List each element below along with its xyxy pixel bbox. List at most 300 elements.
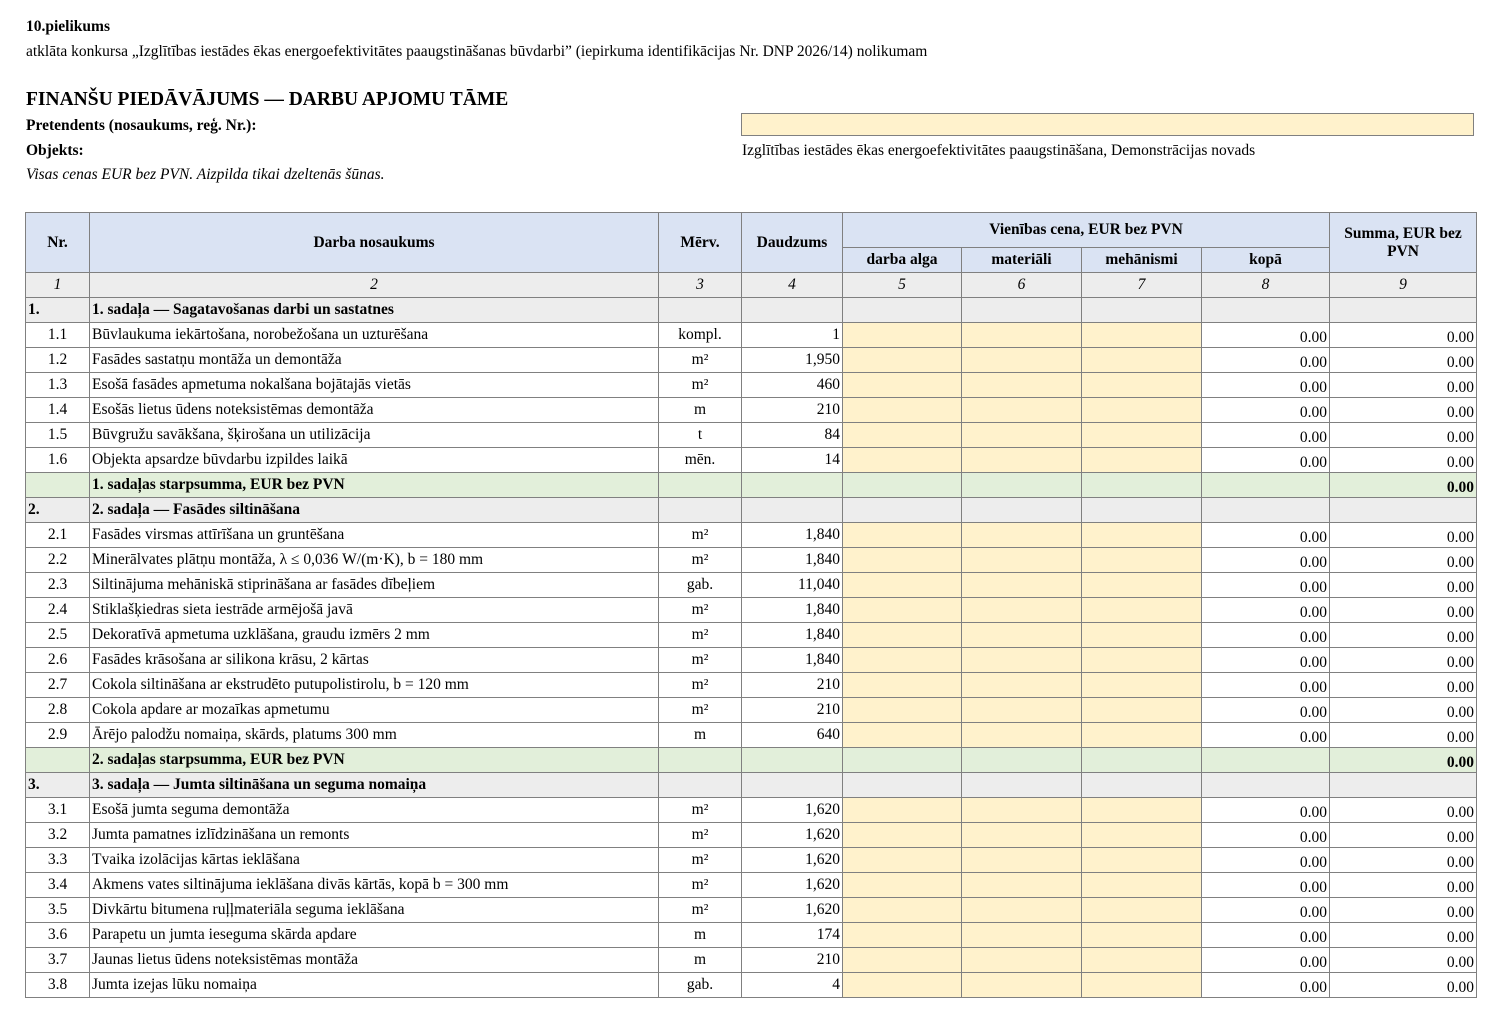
materials-price-input[interactable] <box>964 524 1079 546</box>
machinery-price-input[interactable] <box>1084 649 1199 671</box>
labor-price-input[interactable] <box>845 524 959 546</box>
item-unit: m² <box>659 648 742 673</box>
item-unit: kompl. <box>659 323 742 348</box>
item-unit: m² <box>659 523 742 548</box>
materials-price-input[interactable] <box>964 699 1079 721</box>
col-header-machinery: mehānismi <box>1082 248 1202 273</box>
empty-cell <box>962 298 1082 323</box>
table-row <box>26 923 1477 948</box>
machinery-price-cell <box>1082 798 1202 823</box>
empty-cell <box>1082 773 1202 798</box>
table-row <box>26 898 1477 923</box>
materials-price-input[interactable] <box>964 724 1079 746</box>
table-row <box>26 398 1477 423</box>
materials-price-cell <box>962 923 1082 948</box>
labor-price-input[interactable] <box>845 849 959 871</box>
labor-price-input[interactable] <box>845 974 959 996</box>
materials-price-cell <box>962 673 1082 698</box>
materials-price-input[interactable] <box>964 849 1079 871</box>
item-unit: m² <box>659 598 742 623</box>
item-sum: 0.00 <box>1330 398 1477 423</box>
machinery-price-cell <box>1082 673 1202 698</box>
materials-price-cell <box>962 698 1082 723</box>
table-row <box>26 723 1477 748</box>
labor-price-cell <box>843 873 962 898</box>
materials-price-cell <box>962 823 1082 848</box>
item-unit-total: 0.00 <box>1202 623 1330 648</box>
labor-price-input[interactable] <box>845 799 959 821</box>
col-header-unit-price: Vienības cena, EUR bez PVN <box>843 213 1330 248</box>
machinery-price-cell <box>1082 348 1202 373</box>
machinery-price-input[interactable] <box>1084 449 1199 471</box>
item-sum: 0.00 <box>1330 623 1477 648</box>
labor-price-cell <box>843 723 962 748</box>
materials-price-input[interactable] <box>964 949 1079 971</box>
empty-cell <box>1082 498 1202 523</box>
materials-price-cell <box>962 423 1082 448</box>
empty-cell <box>962 498 1082 523</box>
item-sum: 0.00 <box>1330 373 1477 398</box>
machinery-price-input[interactable] <box>1084 574 1199 596</box>
labor-price-cell <box>843 373 962 398</box>
empty-cell <box>1330 773 1477 798</box>
materials-price-cell <box>962 323 1082 348</box>
materials-price-input[interactable] <box>964 649 1079 671</box>
item-unit: m² <box>659 698 742 723</box>
materials-price-input[interactable] <box>964 824 1079 846</box>
item-unit-total: 0.00 <box>1202 898 1330 923</box>
table-row <box>26 873 1477 898</box>
col-header-materials: materiāli <box>962 248 1082 273</box>
labor-price-cell <box>843 898 962 923</box>
labor-price-input[interactable] <box>845 449 959 471</box>
item-unit: m² <box>659 823 742 848</box>
item-name: Cokola apdare ar mozaīkas apmetumu <box>90 698 659 723</box>
materials-price-input[interactable] <box>964 924 1079 946</box>
labor-price-input[interactable] <box>845 349 959 371</box>
column-number: 4 <box>742 273 843 298</box>
machinery-price-input[interactable] <box>1084 399 1199 421</box>
item-qty: 460 <box>742 373 843 398</box>
labor-price-input[interactable] <box>845 649 959 671</box>
item-unit-total: 0.00 <box>1202 373 1330 398</box>
machinery-price-cell <box>1082 623 1202 648</box>
empty-cell <box>1330 298 1477 323</box>
item-sum: 0.00 <box>1330 348 1477 373</box>
item-qty: 210 <box>742 398 843 423</box>
item-qty: 1,840 <box>742 623 843 648</box>
item-qty: 210 <box>742 948 843 973</box>
item-unit: m² <box>659 848 742 873</box>
materials-price-cell <box>962 973 1082 998</box>
item-unit-total: 0.00 <box>1202 423 1330 448</box>
item-unit-total: 0.00 <box>1202 348 1330 373</box>
materials-price-input[interactable] <box>964 599 1079 621</box>
table-row <box>26 573 1477 598</box>
item-unit-total: 0.00 <box>1202 973 1330 998</box>
labor-price-input[interactable] <box>845 724 959 746</box>
table-row <box>26 623 1477 648</box>
materials-price-cell <box>962 448 1082 473</box>
machinery-price-cell <box>1082 698 1202 723</box>
item-qty: 210 <box>742 698 843 723</box>
empty-cell <box>26 473 90 498</box>
table-row <box>26 648 1477 673</box>
item-qty: 1,620 <box>742 898 843 923</box>
item-qty: 1,950 <box>742 348 843 373</box>
machinery-price-input[interactable] <box>1084 974 1199 996</box>
labor-price-cell <box>843 848 962 873</box>
empty-cell <box>1202 773 1330 798</box>
machinery-price-input[interactable] <box>1084 674 1199 696</box>
machinery-price-cell <box>1082 898 1202 923</box>
machinery-price-input[interactable] <box>1084 799 1199 821</box>
empty-cell <box>843 298 962 323</box>
materials-price-input[interactable] <box>964 549 1079 571</box>
item-nr: 3.2 <box>26 823 90 848</box>
materials-price-input[interactable] <box>964 674 1079 696</box>
materials-price-input[interactable] <box>964 799 1079 821</box>
item-name: Parapetu un jumta ieseguma skārda apdare <box>90 923 659 948</box>
labor-price-cell <box>843 398 962 423</box>
machinery-price-cell <box>1082 548 1202 573</box>
labor-price-input[interactable] <box>845 599 959 621</box>
page-title: FINANŠU PIEDĀVĀJUMS — DARBU APJOMU TĀME <box>26 89 509 110</box>
empty-cell <box>659 498 742 523</box>
item-unit-total: 0.00 <box>1202 598 1330 623</box>
labor-price-input[interactable] <box>845 549 959 571</box>
empty-cell <box>659 473 742 498</box>
item-name: Minerālvates plātņu montāža, λ ≤ 0,036 W/(m·K), b = 180 mm <box>90 548 659 573</box>
item-name: Būvlaukuma iekārtošana, norobežošana un uzturēšana <box>90 323 659 348</box>
item-unit: m² <box>659 548 742 573</box>
column-number: 6 <box>962 273 1082 298</box>
labor-price-input[interactable] <box>845 324 959 346</box>
table-row <box>26 323 1477 348</box>
materials-price-cell <box>962 598 1082 623</box>
item-sum: 0.00 <box>1330 523 1477 548</box>
materials-price-input[interactable] <box>964 874 1079 896</box>
machinery-price-cell <box>1082 373 1202 398</box>
item-unit-total: 0.00 <box>1202 948 1330 973</box>
item-nr: 3.7 <box>26 948 90 973</box>
item-sum: 0.00 <box>1330 823 1477 848</box>
col-header-qty: Daudzums <box>742 213 843 273</box>
item-nr: 2.8 <box>26 698 90 723</box>
item-sum: 0.00 <box>1330 873 1477 898</box>
item-unit-total: 0.00 <box>1202 648 1330 673</box>
machinery-price-cell <box>1082 923 1202 948</box>
item-sum: 0.00 <box>1330 598 1477 623</box>
empty-cell <box>742 473 843 498</box>
item-qty: 210 <box>742 673 843 698</box>
column-number: 1 <box>26 273 90 298</box>
item-unit-total: 0.00 <box>1202 323 1330 348</box>
column-number: 8 <box>1202 273 1330 298</box>
machinery-price-input[interactable] <box>1084 924 1199 946</box>
machinery-price-cell <box>1082 573 1202 598</box>
labor-price-input[interactable] <box>845 899 959 921</box>
item-nr: 3.1 <box>26 798 90 823</box>
section-row <box>26 773 1477 798</box>
item-qty: 1,840 <box>742 598 843 623</box>
item-name: Akmens vates siltinājuma ieklāšana divās kārtās, kopā b = 300 mm <box>90 873 659 898</box>
section-row <box>26 498 1477 523</box>
labor-price-cell <box>843 548 962 573</box>
section-nr: 2. <box>26 498 90 523</box>
item-nr: 3.8 <box>26 973 90 998</box>
machinery-price-cell <box>1082 848 1202 873</box>
machinery-price-cell <box>1082 523 1202 548</box>
item-unit: gab. <box>659 973 742 998</box>
item-nr: 2.3 <box>26 573 90 598</box>
labor-price-input[interactable] <box>845 874 959 896</box>
item-sum: 0.00 <box>1330 723 1477 748</box>
labor-price-input[interactable] <box>845 399 959 421</box>
object-value: Izglītības iestādes ēkas energoefektivitātes paaugstināšana, Demonstrācijas novads <box>742 142 1256 159</box>
machinery-price-input[interactable] <box>1084 424 1199 446</box>
labor-price-cell <box>843 923 962 948</box>
machinery-price-input[interactable] <box>1084 874 1199 896</box>
machinery-price-input[interactable] <box>1084 349 1199 371</box>
item-nr: 1.4 <box>26 398 90 423</box>
item-unit-total: 0.00 <box>1202 823 1330 848</box>
empty-cell <box>659 748 742 773</box>
item-qty: 1,620 <box>742 798 843 823</box>
materials-price-input[interactable] <box>964 399 1079 421</box>
item-unit: m² <box>659 898 742 923</box>
materials-price-input[interactable] <box>964 424 1079 446</box>
item-nr: 2.2 <box>26 548 90 573</box>
materials-price-input[interactable] <box>964 349 1079 371</box>
machinery-price-input[interactable] <box>1084 699 1199 721</box>
column-number: 9 <box>1330 273 1477 298</box>
item-unit-total: 0.00 <box>1202 723 1330 748</box>
item-unit-total: 0.00 <box>1202 448 1330 473</box>
machinery-price-input[interactable] <box>1084 549 1199 571</box>
subtotal-value: 0.00 <box>1330 748 1477 773</box>
item-name: Stiklašķiedras sieta iestrāde armējošā javā <box>90 598 659 623</box>
table-row <box>26 673 1477 698</box>
machinery-price-input[interactable] <box>1084 599 1199 621</box>
item-name: Jumta pamatnes izlīdzināšana un remonts <box>90 823 659 848</box>
column-number: 3 <box>659 273 742 298</box>
item-qty: 174 <box>742 923 843 948</box>
machinery-price-input[interactable] <box>1084 374 1199 396</box>
section-nr: 3. <box>26 773 90 798</box>
item-unit-total: 0.00 <box>1202 698 1330 723</box>
item-nr: 3.6 <box>26 923 90 948</box>
item-nr: 3.3 <box>26 848 90 873</box>
item-sum: 0.00 <box>1330 948 1477 973</box>
materials-price-input[interactable] <box>964 449 1079 471</box>
machinery-price-cell <box>1082 973 1202 998</box>
labor-price-cell <box>843 448 962 473</box>
machinery-price-cell <box>1082 323 1202 348</box>
item-unit: m <box>659 723 742 748</box>
table-row <box>26 373 1477 398</box>
item-nr: 2.4 <box>26 598 90 623</box>
materials-price-input[interactable] <box>964 899 1079 921</box>
section-row <box>26 298 1477 323</box>
item-unit: m <box>659 398 742 423</box>
labor-price-cell <box>843 623 962 648</box>
item-sum: 0.00 <box>1330 323 1477 348</box>
materials-price-cell <box>962 373 1082 398</box>
table-row <box>26 823 1477 848</box>
subtotal-row <box>26 473 1477 498</box>
machinery-price-input[interactable] <box>1084 949 1199 971</box>
labor-price-cell <box>843 673 962 698</box>
item-unit: m <box>659 948 742 973</box>
labor-price-cell <box>843 598 962 623</box>
item-sum: 0.00 <box>1330 548 1477 573</box>
machinery-price-input[interactable] <box>1084 324 1199 346</box>
machinery-price-input[interactable] <box>1084 849 1199 871</box>
item-unit: gab. <box>659 573 742 598</box>
materials-price-cell <box>962 573 1082 598</box>
item-nr: 2.5 <box>26 623 90 648</box>
item-qty: 1,840 <box>742 648 843 673</box>
empty-cell <box>1202 298 1330 323</box>
bidder-input[interactable] <box>741 113 1474 136</box>
item-sum: 0.00 <box>1330 973 1477 998</box>
item-qty: 1,620 <box>742 823 843 848</box>
column-number: 7 <box>1082 273 1202 298</box>
machinery-price-input[interactable] <box>1084 524 1199 546</box>
materials-price-input[interactable] <box>964 574 1079 596</box>
labor-price-input[interactable] <box>845 674 959 696</box>
materials-price-input[interactable] <box>964 374 1079 396</box>
empty-cell <box>843 773 962 798</box>
item-unit: m² <box>659 673 742 698</box>
labor-price-cell <box>843 348 962 373</box>
item-unit-total: 0.00 <box>1202 848 1330 873</box>
machinery-price-input[interactable] <box>1084 724 1199 746</box>
item-name: Ārējo palodžu nomaiņa, skārds, platums 300 mm <box>90 723 659 748</box>
section-nr: 1. <box>26 298 90 323</box>
table-row <box>26 973 1477 998</box>
empty-cell <box>843 498 962 523</box>
table-row <box>26 523 1477 548</box>
item-qty: 4 <box>742 973 843 998</box>
machinery-price-cell <box>1082 423 1202 448</box>
labor-price-input[interactable] <box>845 949 959 971</box>
item-sum: 0.00 <box>1330 848 1477 873</box>
empty-cell <box>1082 298 1202 323</box>
item-qty: 1 <box>742 323 843 348</box>
empty-cell <box>843 473 962 498</box>
item-name: Dekoratīvā apmetuma uzklāšana, graudu izmērs 2 mm <box>90 623 659 648</box>
item-sum: 0.00 <box>1330 798 1477 823</box>
item-unit: m² <box>659 873 742 898</box>
annex-label: 10.pielikums <box>26 18 110 35</box>
labor-price-input[interactable] <box>845 574 959 596</box>
labor-price-cell <box>843 523 962 548</box>
item-unit-total: 0.00 <box>1202 573 1330 598</box>
item-sum: 0.00 <box>1330 698 1477 723</box>
column-number: 2 <box>90 273 659 298</box>
section-title: 2. sadaļa — Fasādes siltināšana <box>90 498 659 523</box>
table-row <box>26 348 1477 373</box>
item-unit-total: 0.00 <box>1202 398 1330 423</box>
machinery-price-input[interactable] <box>1084 824 1199 846</box>
empty-cell <box>1082 473 1202 498</box>
item-nr: 3.5 <box>26 898 90 923</box>
col-header-unit: Mērv. <box>659 213 742 273</box>
item-qty: 14 <box>742 448 843 473</box>
table-row <box>26 948 1477 973</box>
labor-price-input[interactable] <box>845 699 959 721</box>
machinery-price-cell <box>1082 948 1202 973</box>
labor-price-input[interactable] <box>845 424 959 446</box>
labor-price-input[interactable] <box>845 374 959 396</box>
item-sum: 0.00 <box>1330 648 1477 673</box>
item-name: Fasādes sastatņu montāža un demontāža <box>90 348 659 373</box>
col-header-sum: Summa, EUR bez PVN <box>1330 213 1477 273</box>
section-title: 1. sadaļa — Sagatavošanas darbi un sastatnes <box>90 298 659 323</box>
document-subtitle: atklāta konkursa „Izglītības iestādes ēkas energoefektivitātes paaugstināšanas būvdarbi” (iepirkuma identifikācijas Nr. DNP 2026/14) nolikumam <box>26 43 928 60</box>
materials-price-input[interactable] <box>964 324 1079 346</box>
machinery-price-input[interactable] <box>1084 899 1199 921</box>
machinery-price-cell <box>1082 398 1202 423</box>
empty-cell <box>659 773 742 798</box>
item-unit-total: 0.00 <box>1202 548 1330 573</box>
materials-price-cell <box>962 873 1082 898</box>
labor-price-cell <box>843 823 962 848</box>
empty-cell <box>742 773 843 798</box>
item-sum: 0.00 <box>1330 573 1477 598</box>
item-name: Tvaika izolācijas kārtas ieklāšana <box>90 848 659 873</box>
machinery-price-input[interactable] <box>1084 624 1199 646</box>
col-header-total: kopā <box>1202 248 1330 273</box>
item-unit: m² <box>659 623 742 648</box>
empty-cell <box>742 498 843 523</box>
item-name: Fasādes krāsošana ar silikona krāsu, 2 kārtas <box>90 648 659 673</box>
item-name: Siltinājuma mehāniskā stiprināšana ar fasādes dībeļiem <box>90 573 659 598</box>
subtotal-value: 0.00 <box>1330 473 1477 498</box>
col-header-nr: Nr. <box>26 213 90 273</box>
empty-cell <box>742 748 843 773</box>
labor-price-input[interactable] <box>845 924 959 946</box>
labor-price-cell <box>843 698 962 723</box>
item-nr: 1.6 <box>26 448 90 473</box>
materials-price-cell <box>962 798 1082 823</box>
bidder-label: Pretendents (nosaukums, reģ. Nr.): <box>26 117 257 134</box>
table-row <box>26 448 1477 473</box>
item-nr: 1.1 <box>26 323 90 348</box>
labor-price-input[interactable] <box>845 624 959 646</box>
item-sum: 0.00 <box>1330 923 1477 948</box>
item-qty: 1,620 <box>742 873 843 898</box>
table-row <box>26 548 1477 573</box>
materials-price-cell <box>962 623 1082 648</box>
materials-price-cell <box>962 398 1082 423</box>
section-title: 3. sadaļa — Jumta siltināšana un seguma nomaiņa <box>90 773 659 798</box>
labor-price-input[interactable] <box>845 824 959 846</box>
item-name: Jumta izejas lūku nomaiņa <box>90 973 659 998</box>
item-qty: 84 <box>742 423 843 448</box>
labor-price-cell <box>843 423 962 448</box>
item-qty: 1,840 <box>742 523 843 548</box>
empty-cell <box>26 748 90 773</box>
item-name: Objekta apsardze būvdarbu izpildes laikā <box>90 448 659 473</box>
materials-price-input[interactable] <box>964 624 1079 646</box>
machinery-price-cell <box>1082 648 1202 673</box>
materials-price-input[interactable] <box>964 974 1079 996</box>
item-name: Jaunas lietus ūdens noteksistēmas montāža <box>90 948 659 973</box>
column-number-row <box>26 273 1477 298</box>
